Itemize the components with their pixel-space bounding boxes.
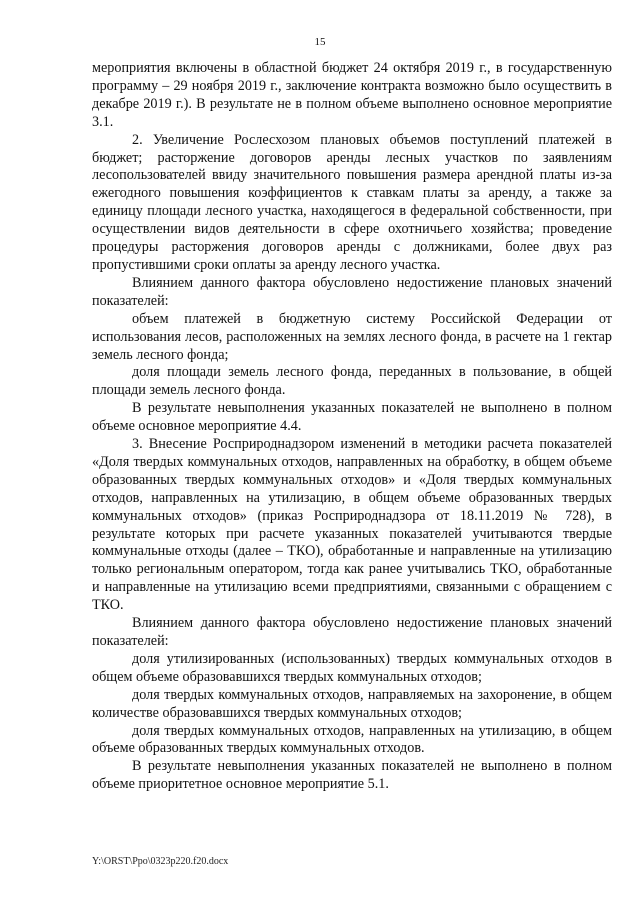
paragraph: мероприятия включены в областной бюджет 24 октября 2019 г., в государственную программу – 29 ноября 2019 г., заключение контракта возможно было осуществить в декабре 2019 г.). В результате не в полном объеме выполнено основное мероприятие 3.1. — [92, 60, 612, 130]
paragraph: доля твердых коммунальных отходов, направленных на утилизацию, в общем объеме образованных твердых коммунальных отходов. — [92, 722, 612, 757]
paragraph: Влиянием данного фактора обусловлено недостижение плановых значений показателей: — [92, 615, 612, 649]
paragraph: 2. Увеличение Рослесхозом плановых объемов поступлений платежей в бюджет; расторжение договоров аренды лесных участков по заявлениям лесопользователей ввиду значительного повышения размера арендной платы из-за ежегодного повышения коэффициентов к ставкам платы за аренду, а также за единицу площади лесного участка, находящегося в федеральной собственности, при осуществлении видов деятельности в сфере охотничьего хозяйства; проведение процедуры расторжения договоров аренды с должниками, более двух раз пропустившими сроки оплаты за аренду лесного участка. — [92, 131, 612, 273]
paragraph: В результате невыполнения указанных показателей не выполнено в полном объеме основное мероприятие 4.4. — [92, 400, 612, 435]
paragraph: доля площади земель лесного фонда, переданных в пользование, в общей площади земель лесного фонда. — [92, 364, 612, 399]
paragraph: доля утилизированных (использованных) твердых коммунальных отходов в общем объеме образовавшихся твердых коммунальных отходов; — [92, 650, 612, 685]
paragraph: Влиянием данного фактора обусловлено недостижение плановых значений показателей: — [92, 274, 612, 309]
paragraph: объем платежей в бюджетную систему Российской Федерации от использования лесов, расположенных на землях лесного фонда, в расчете на 1 гектар земель лесного фонда; — [92, 310, 612, 363]
paragraph: 3. Внесение Росприроднадзором изменений в методики расчета показателей «Доля твердых коммунальных отходов, направленных на обработку, в общем объеме образованных твердых коммунальных отходов» и «Доля твердых коммунальных отходов, направленных на утилизацию, в общем объеме образованных твердых коммунальных отходов» (приказ Росприроднадзора от 18.11.2019 № 728), в результате которых при расчете указанных показателей учитываются твердые коммунальные отходы (далее – ТКО), обработанные и направленные на утилизацию только региональным оператором, тогда как ранее учитывались ТКО, обработанные и направленные на утилизацию всеми предприятиями, связанными с обращением с ТКО. — [92, 436, 612, 614]
footer-file-path: Y:\ORST\Ppo\0323p220.f20.docx — [92, 856, 229, 867]
page-number: 15 — [314, 36, 326, 48]
paragraph: доля твердых коммунальных отходов, направляемых на захоронение, в общем количестве образовавшихся твердых коммунальных отходов; — [92, 686, 612, 721]
document-body — [92, 60, 612, 794]
paragraph: В результате невыполнения указанных показателей не выполнено в полном объеме приоритетное основное мероприятие 5.1. — [92, 758, 612, 793]
